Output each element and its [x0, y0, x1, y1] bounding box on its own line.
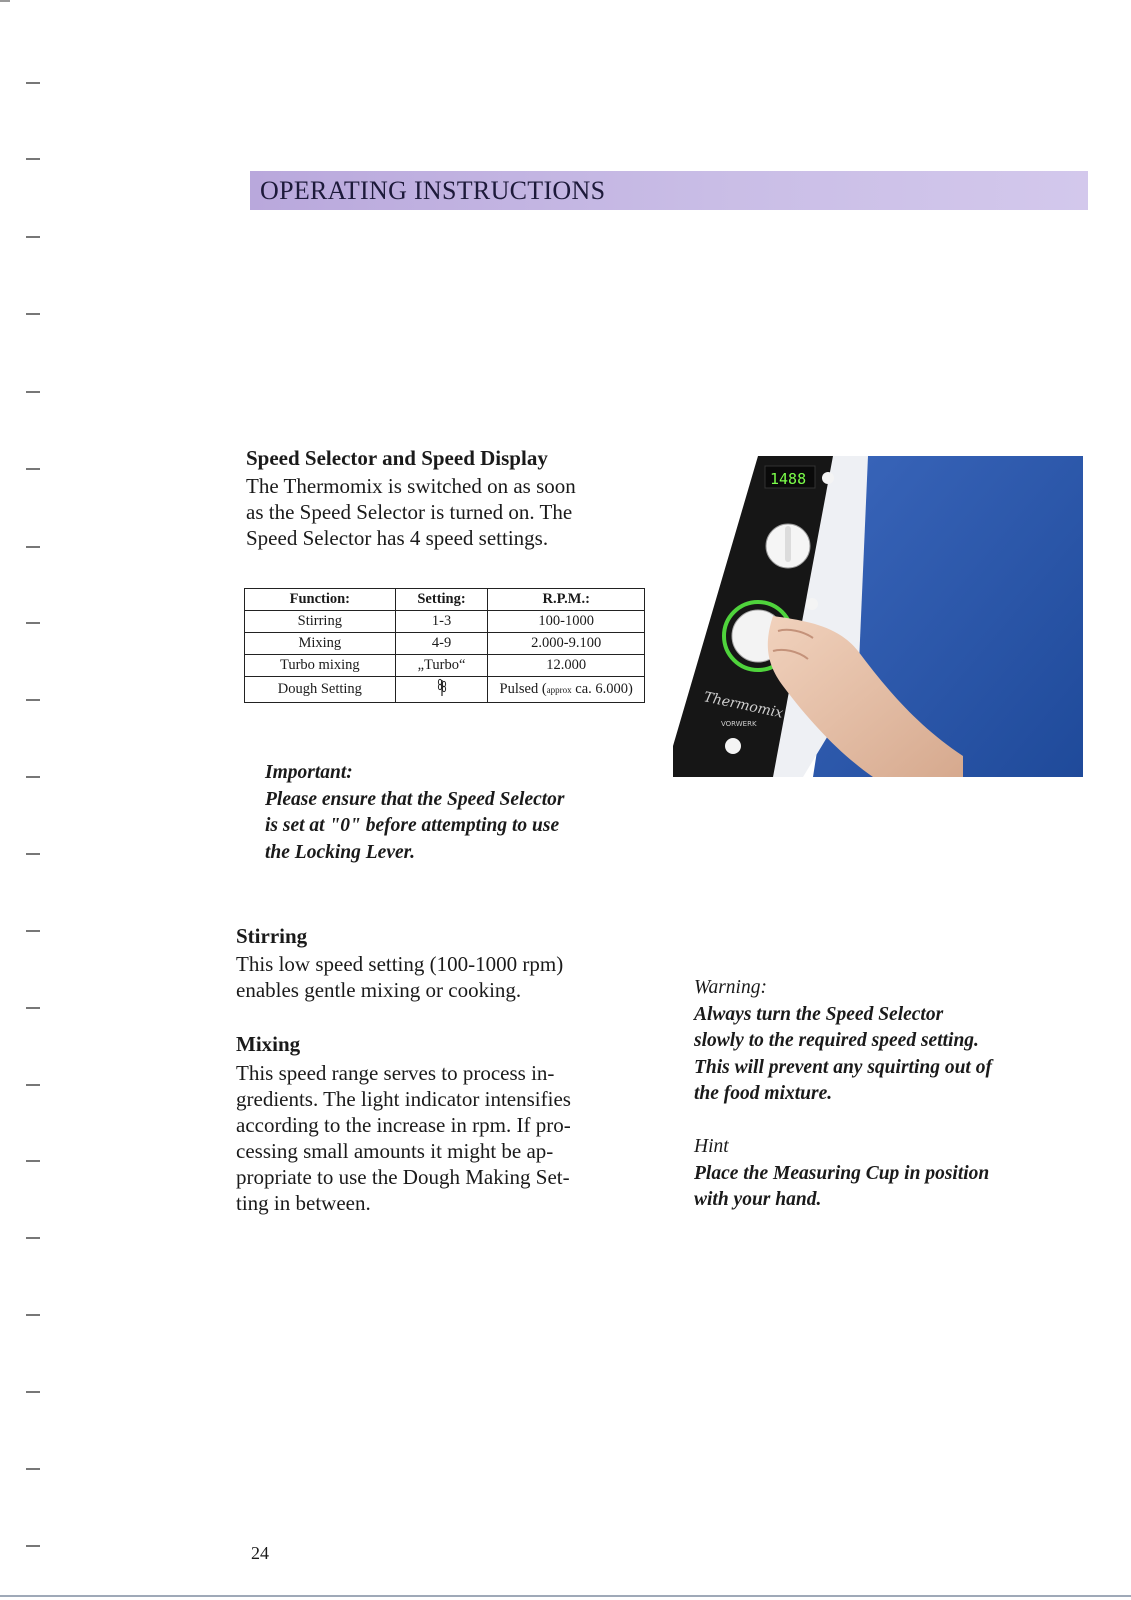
text-line: The Thermomix is switched on as soon [246, 474, 576, 498]
column-header-rpm: R.P.M.: [488, 589, 645, 611]
table-header-row [245, 589, 645, 611]
stirring-text [236, 951, 563, 1003]
speed-selector-heading: Speed Selector and Speed Display [246, 446, 548, 470]
hint-title: Hint [694, 1136, 729, 1157]
edge-mark [26, 82, 40, 84]
display-readout: 1488 [770, 470, 807, 488]
speed-settings-table [244, 588, 645, 703]
text-line: This low speed setting (100-1000 rpm) [236, 952, 564, 976]
rpm-cell [488, 677, 645, 703]
function-cell: Turbo mixing [245, 655, 396, 677]
setting-cell: „Turbo“ [395, 655, 488, 677]
text-line: Place the Measuring Cup in position [694, 1162, 990, 1184]
text-line: This will prevent any squirting out of [694, 1056, 992, 1078]
warning-note [694, 975, 992, 1108]
rpm-suffix: ca. 6.000) [571, 681, 633, 697]
text-line: propriate to use the Dough Making Set- [236, 1165, 570, 1189]
edge-mark [26, 1160, 40, 1162]
table-row [245, 633, 645, 655]
important-title: Important: [265, 762, 353, 783]
text-line: according to the increase in rpm. If pro- [236, 1113, 571, 1137]
page-number: 24 [251, 1543, 269, 1563]
section-title: OPERATING INSTRUCTIONS [260, 176, 606, 205]
edge-mark [26, 853, 40, 855]
edge-mark [26, 1391, 40, 1393]
rpm-cell: 12.000 [488, 655, 645, 677]
edge-mark [26, 1314, 40, 1316]
bottom-rule [0, 1595, 1131, 1597]
rpm-cell: 100-1000 [488, 611, 645, 633]
text-line: enables gentle mixing or cooking. [236, 978, 522, 1002]
column-header-setting: Setting: [395, 589, 488, 611]
function-cell: Mixing [245, 633, 396, 655]
text-line: is set at "0" before attempting to use [265, 815, 560, 836]
important-note [265, 760, 565, 866]
edge-mark [26, 546, 40, 548]
text-line: ting in between. [236, 1191, 371, 1215]
text-line: gredients. The light indicator intensifies [236, 1087, 571, 1111]
ear-of-wheat-icon [436, 677, 448, 697]
thermomix-speed-selector-photo [673, 456, 1083, 777]
text-line: This speed range serves to process in- [236, 1061, 555, 1085]
stirring-heading: Stirring [236, 924, 308, 948]
function-cell: Stirring [245, 611, 396, 633]
text-line: as the Speed Selector is turned on. The [246, 500, 573, 524]
warning-title: Warning: [694, 977, 767, 998]
edge-mark [26, 236, 40, 238]
edge-mark [26, 1545, 40, 1547]
section-header-band [250, 171, 1088, 210]
edge-mark [26, 313, 40, 315]
edge-mark [26, 699, 40, 701]
edge-mark [26, 930, 40, 932]
speed-selector-text [246, 473, 576, 551]
text-line: with your hand. [694, 1189, 822, 1210]
rpm-approx: approx [546, 685, 572, 695]
text-line: cessing small amounts it might be ap- [236, 1139, 554, 1163]
edge-mark [26, 468, 40, 470]
table-row [245, 677, 645, 703]
edge-mark [26, 1468, 40, 1470]
mixing-heading: Mixing [236, 1032, 301, 1056]
setting-cell: 1-3 [395, 611, 488, 633]
table-row [245, 655, 645, 677]
rpm-cell: 2.000-9.100 [488, 633, 645, 655]
text-line: slowly to the required speed setting. [694, 1030, 979, 1051]
setting-cell [395, 677, 488, 703]
binding-edge-marks [0, 0, 60, 1600]
edge-mark [26, 391, 40, 393]
table-row [245, 611, 645, 633]
maker-logo-text: VORWERK [721, 720, 757, 728]
brand-logo-text: Thermomix [702, 689, 785, 722]
column-header-function: Function: [245, 589, 396, 611]
text-line: Please ensure that the Speed Selector [265, 788, 565, 810]
text-line: Speed Selector has 4 speed settings. [246, 526, 549, 550]
text-line: the Locking Lever. [265, 841, 416, 863]
function-cell: Dough Setting [245, 677, 396, 703]
edge-mark [26, 158, 40, 160]
thermomix-photo-illustration [673, 456, 1083, 777]
edge-mark [26, 1084, 40, 1086]
setting-cell: 4-9 [395, 633, 488, 655]
edge-mark [26, 1007, 40, 1009]
mixing-text [236, 1060, 571, 1216]
edge-mark [26, 622, 40, 624]
hint-note [694, 1134, 989, 1214]
text-line: Always turn the Speed Selector [694, 1003, 944, 1025]
edge-mark [26, 1237, 40, 1239]
text-line: the food mixture. [694, 1083, 833, 1104]
rpm-prefix: Pulsed ( [499, 681, 547, 697]
edge-mark [26, 776, 40, 778]
